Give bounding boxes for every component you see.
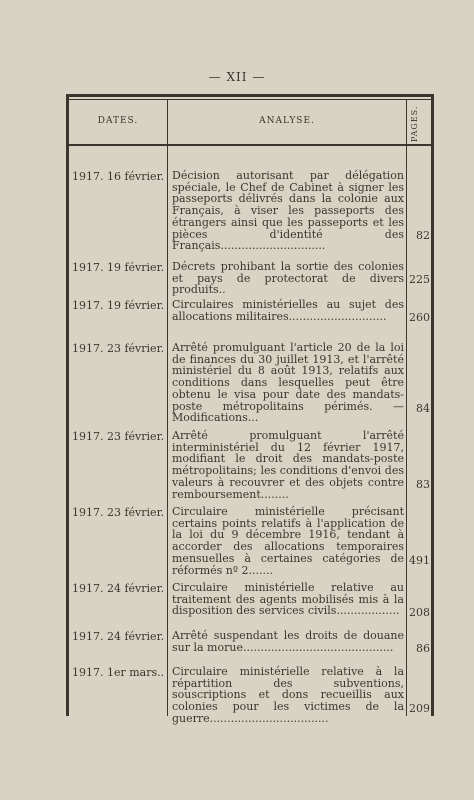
page-number: — XII —	[208, 70, 266, 84]
entry-description: Décision autorisant par délégation spéciale, le Chef de Cabinet à signer les passeports délivrés dans la colonie aux Français, à viser les passeports des étrangers ainsi que les passeports et les pièces d'identité des Français..............................	[172, 169, 404, 253]
entry-date: 1917. 1er mars..	[72, 666, 165, 679]
entry-date: 1917. 24 février.	[72, 630, 165, 643]
entry-date: 1917. 16 février.	[72, 170, 165, 183]
entry-page: 82	[416, 229, 430, 242]
table-right-border	[431, 94, 434, 716]
column-header-analyse: ANALYSE.	[259, 116, 315, 126]
entry-description: Circulaire ministérielle précisant certains points relatifs à l'application de la loi du 9 décembre 1916, tendant à accorder des allocations temporaires mensuelles à certaines catégories de réformés nº 2.......	[172, 505, 404, 577]
entry-page: 86	[416, 642, 430, 655]
entry-description: Circulaire ministérielle relative à la répartition des subventions, souscriptions et dons recueillis aux colonies pour les victimes de la guerre..................................	[172, 665, 404, 725]
entry-description: Décrets prohibant la sortie des colonies et pays de protectorat de divers produits..	[172, 260, 404, 297]
entry-description: Circulaires ministérielles au sujet des allocations militaires............................	[172, 298, 404, 323]
entry-page: 208	[409, 606, 430, 619]
entry-page: 84	[416, 402, 430, 415]
table-top-rule	[66, 94, 434, 97]
entry-date: 1917. 23 février.	[72, 430, 165, 443]
entry-page: 209	[409, 702, 430, 715]
entry-description: Arrêté promulguant l'article 20 de la loi de finances du 30 juillet 1913, et l'arrêté ministériel du 8 août 1913, relatifs aux conditions dans lesquelles peut être obtenu le visa pour date des mandats-poste métropolitains périmés. — Modifications...	[172, 341, 404, 425]
entry-page: 225	[409, 273, 430, 286]
entry-page: 491	[409, 554, 430, 567]
table-left-border	[66, 94, 69, 716]
column-header-dates: DATES.	[97, 116, 139, 126]
table-top-thin-rule	[66, 99, 434, 100]
entry-date: 1917. 24 février.	[72, 582, 165, 595]
column-divider-dates	[167, 100, 168, 716]
entry-date: 1917. 23 février.	[72, 342, 165, 355]
entry-page: 260	[409, 311, 430, 324]
entry-date: 1917. 19 février.	[72, 261, 165, 274]
entry-description: Circulaire ministérielle relative au traitement des agents mobilisés mis à la disposition des services civils..................	[172, 581, 404, 618]
entry-date: 1917. 23 février.	[72, 506, 165, 519]
entry-date: 1917. 19 février.	[72, 299, 165, 312]
entry-description: Arrêté suspendant les droits de douane sur la morue...........................................	[172, 629, 404, 654]
entry-page: 83	[416, 478, 430, 491]
header-bottom-rule	[66, 144, 434, 146]
column-divider-analyse	[406, 100, 407, 716]
index-table	[66, 94, 434, 725]
column-header-pages: PAGES.	[410, 105, 419, 142]
entry-description: Arrêté promulguant l'arrêté interministériel du 12 février 1917, modifiant le droit des mandats-poste métropolitains; les conditions d'envoi des valeurs à recouvrer et des objets contre remboursement........	[172, 429, 404, 501]
